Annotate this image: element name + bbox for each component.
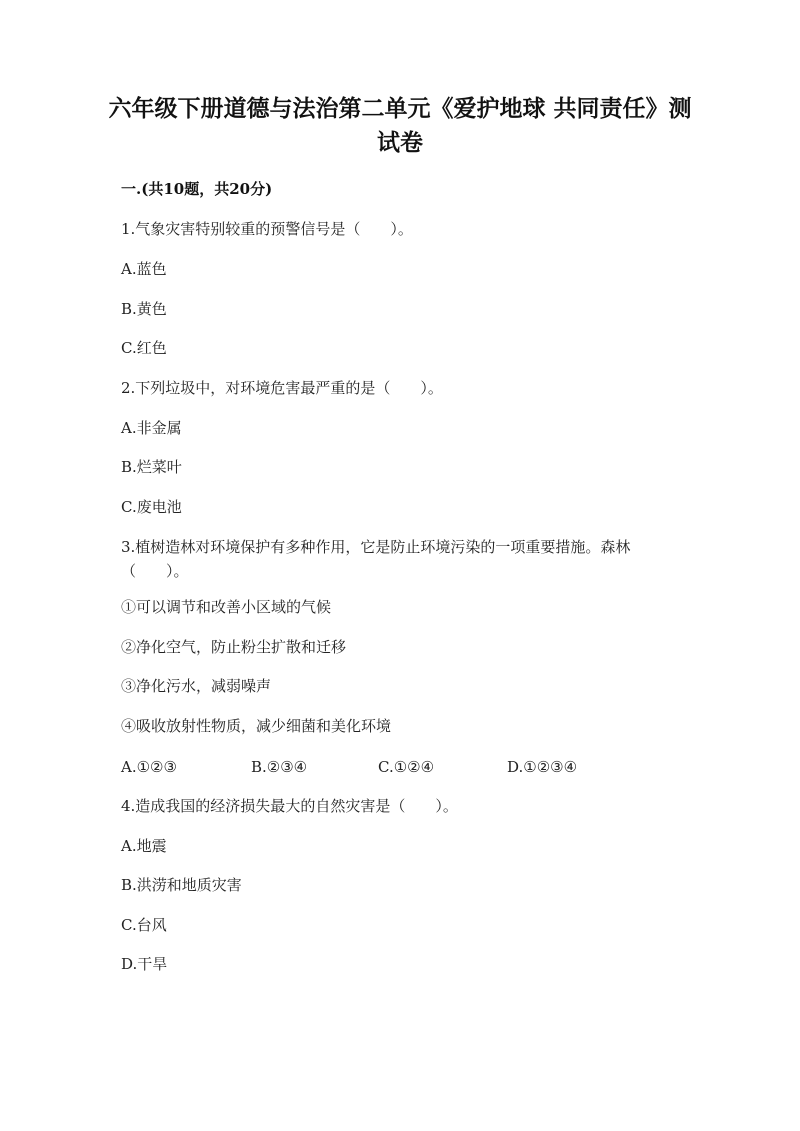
question-3-option-c: C.①②④: [378, 758, 435, 776]
question-3-option-d: D.①②③④: [507, 758, 578, 776]
question-2-option-a: A.非金属: [121, 419, 182, 437]
page-title: 六年级下册道德与法治第二单元《爱护地球 共同责任》测试卷: [108, 95, 692, 156]
question-3-statement-1: ①可以调节和改善小区域的气候: [121, 598, 332, 616]
question-4-option-a: A.地震: [121, 837, 167, 855]
question-1-option-a: A.蓝色: [121, 260, 167, 278]
question-3-option-a: A.①②③: [121, 758, 177, 776]
question-1-option-b: B.黄色: [121, 300, 167, 318]
question-4-option-d: D.干旱: [121, 955, 168, 973]
section-heading: 一.(共10题，共20分): [121, 180, 273, 198]
question-3-statement-4: ④吸收放射性物质，减少细菌和美化环境: [121, 717, 392, 735]
question-3-stem: 3.植树造林对环境保护有多种作用，它是防止环境污染的一项重要措施。森林（ ）。: [121, 538, 631, 580]
question-2-option-b: B.烂菜叶: [121, 458, 182, 476]
question-3-statement-2: ②净化空气，防止粉尘扩散和迁移: [121, 638, 347, 656]
question-4-option-c: C.台风: [121, 916, 167, 934]
question-2-option-c: C.废电池: [121, 498, 182, 516]
question-1-option-c: C.红色: [121, 339, 167, 357]
question-4-stem: 4.造成我国的经济损失最大的自然灾害是（ ）。: [121, 797, 458, 815]
question-3-option-b: B.②③④: [251, 758, 308, 776]
question-4-option-b: B.洪涝和地质灾害: [121, 876, 242, 894]
question-2-stem: 2.下列垃圾中，对环境危害最严重的是（ ）。: [121, 379, 443, 397]
question-3-statement-3: ③净化污水，减弱噪声: [121, 677, 272, 695]
question-1-stem: 1.气象灾害特别较重的预警信号是（ ）。: [121, 220, 413, 238]
question-3-options: [121, 756, 681, 778]
